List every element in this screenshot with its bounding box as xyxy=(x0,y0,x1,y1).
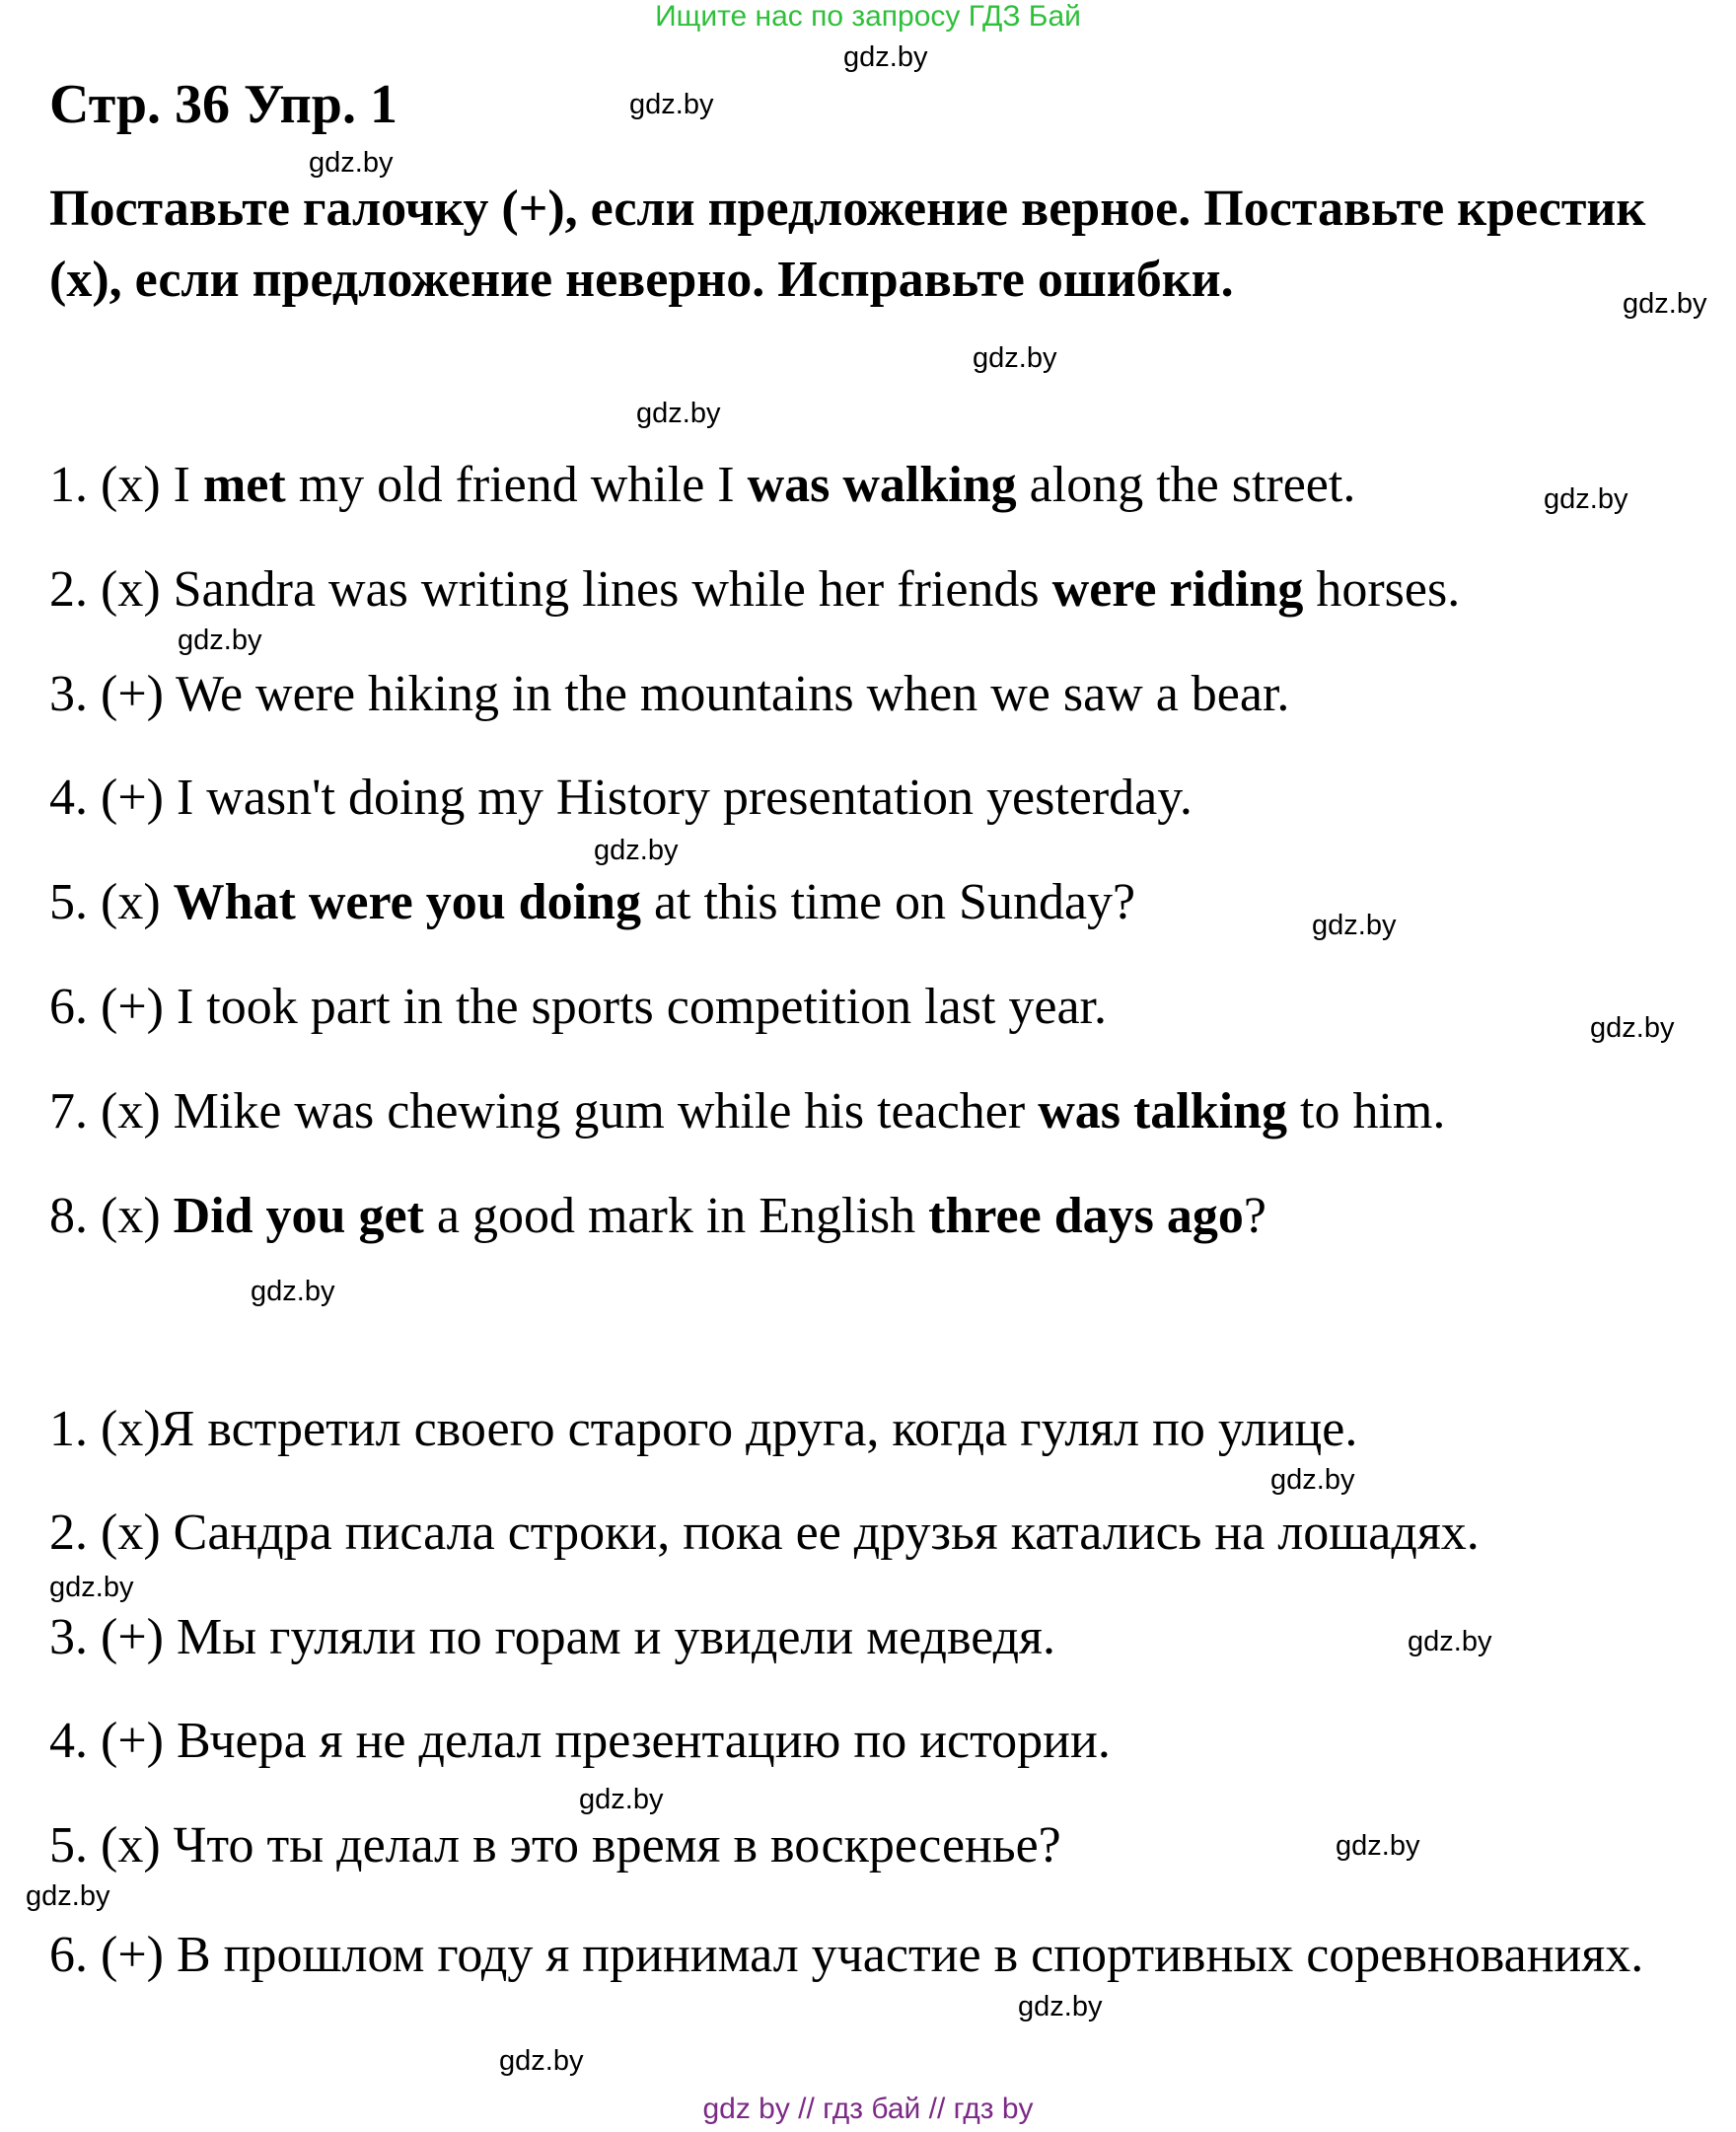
russian-translation-line: 6. (+) В прошлом году я принимал участие в спортивных соревнованиях. xyxy=(49,1927,1644,1983)
item-number: 6. xyxy=(49,979,88,1035)
english-answer-line xyxy=(49,1187,1266,1246)
english-answer-line xyxy=(49,769,1193,828)
watermark: gdz.by xyxy=(251,1276,335,1307)
item-number: 2. xyxy=(49,561,88,618)
sentence-text: I wasn't doing my History presentation yesterday. xyxy=(176,770,1193,826)
highlighted-phrase: was walking xyxy=(747,457,1017,513)
english-answer-line xyxy=(49,978,1107,1037)
watermark: gdz.by xyxy=(579,1784,664,1815)
watermark: gdz.by xyxy=(594,835,679,866)
watermark: gdz.by xyxy=(973,342,1057,374)
sentence-text: ? xyxy=(1243,1188,1266,1244)
answer-mark: (+) xyxy=(101,979,164,1035)
watermark: gdz.by xyxy=(1408,1626,1492,1657)
sentence-text: my old friend while I xyxy=(285,457,748,513)
english-answer-line xyxy=(49,456,1355,515)
highlighted-phrase: Did you get xyxy=(173,1188,424,1244)
item-number: 4. xyxy=(49,770,88,826)
english-answer-line xyxy=(49,1082,1445,1141)
sentence-text: I xyxy=(173,457,203,513)
footer-links[interactable]: gdz by // гдз бай // гдз by xyxy=(702,2093,1034,2125)
watermark: gdz.by xyxy=(499,2045,584,2077)
exercise-instruction: Поставьте галочку (+), если предложение верное. Поставьте крестик (x), если предложение неверно. Исправьте ошибки. xyxy=(49,181,1646,308)
sentence-text: to him. xyxy=(1287,1083,1446,1140)
watermark: gdz.by xyxy=(843,41,928,73)
answer-mark: (x) xyxy=(101,561,161,618)
russian-translation-line: 3. (+) Мы гуляли по горам и увидели медведя. xyxy=(49,1609,1055,1665)
watermark: gdz.by xyxy=(309,147,394,179)
answer-mark: (x) xyxy=(101,457,161,513)
watermark: gdz.by xyxy=(1018,1991,1103,2022)
russian-translation-line: 5. (x) Что ты делал в это время в воскресенье? xyxy=(49,1817,1061,1874)
highlighted-phrase: were riding xyxy=(1051,561,1304,618)
watermark: gdz.by xyxy=(1336,1830,1420,1862)
sentence-text: at this time on Sunday? xyxy=(640,874,1136,930)
top-banner[interactable]: Ищите нас по запросу ГДЗ Бай xyxy=(655,0,1081,33)
highlighted-phrase: was talking xyxy=(1038,1083,1288,1140)
watermark: gdz.by xyxy=(1544,483,1628,515)
watermark: gdz.by xyxy=(49,1572,134,1603)
english-answer-line xyxy=(49,665,1289,724)
russian-translation-line: 1. (x)Я встретил своего старого друга, когда гулял по улице. xyxy=(49,1401,1358,1457)
highlighted-phrase: three days ago xyxy=(928,1188,1244,1244)
item-number: 1. xyxy=(49,457,88,513)
sentence-text: horses. xyxy=(1303,561,1461,618)
watermark: gdz.by xyxy=(26,1880,110,1912)
item-number: 7. xyxy=(49,1083,88,1140)
english-answer-line xyxy=(49,560,1460,620)
answer-mark: (+) xyxy=(101,770,164,826)
sentence-text: I took part in the sports competition last year. xyxy=(176,979,1108,1035)
answer-mark: (x) xyxy=(101,1083,161,1140)
item-number: 3. xyxy=(49,666,88,722)
sentence-text: a good mark in English xyxy=(423,1188,929,1244)
sentence-text: Mike was chewing gum while his teacher xyxy=(173,1083,1039,1140)
item-number: 8. xyxy=(49,1188,88,1244)
watermark: gdz.by xyxy=(178,625,262,656)
english-answer-line xyxy=(49,873,1135,932)
highlighted-phrase: met xyxy=(202,457,286,513)
answer-mark: (+) xyxy=(101,666,164,722)
answer-mark: (x) xyxy=(101,1188,161,1244)
watermark: gdz.by xyxy=(1623,288,1707,320)
highlighted-phrase: What were you doing xyxy=(173,874,641,930)
watermark: gdz.by xyxy=(629,89,714,120)
watermark: gdz.by xyxy=(636,398,721,429)
russian-translation-line: 2. (x) Сандра писала строки, пока ее друзья катались на лошадях. xyxy=(49,1505,1480,1561)
sentence-text: along the street. xyxy=(1016,457,1356,513)
watermark: gdz.by xyxy=(1312,910,1397,941)
sentence-text: We were hiking in the mountains when we saw a bear. xyxy=(176,666,1290,722)
page-title: Стр. 36 Упр. 1 xyxy=(49,74,398,135)
sentence-text: Sandra was writing lines while her friends xyxy=(173,561,1052,618)
item-number: 5. xyxy=(49,874,88,930)
answer-mark: (x) xyxy=(101,874,161,930)
watermark: gdz.by xyxy=(1270,1464,1355,1496)
russian-translation-line: 4. (+) Вчера я не делал презентацию по истории. xyxy=(49,1713,1111,1769)
watermark: gdz.by xyxy=(1590,1012,1675,1044)
